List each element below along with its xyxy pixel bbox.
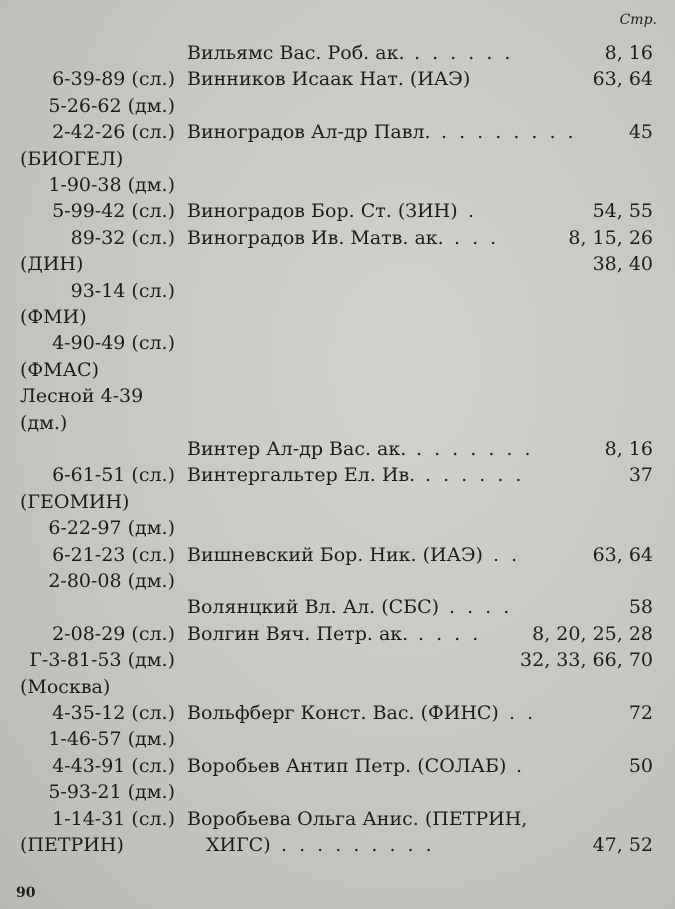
person-name: Воробьева Ольга Анис. (ПЕТРИН, — [187, 807, 528, 830]
person-name: Волгин Вяч. Петр. ак. — [187, 622, 409, 645]
index-line — [0, 357, 675, 383]
leader-dots: . . — [493, 543, 521, 566]
page-refs: 50 — [628, 754, 653, 777]
index-line — [0, 119, 675, 145]
leader-dots: . . . . . . . — [416, 438, 534, 460]
person-name: Вишневский Бор. Ник. (ИАЭ) — [187, 543, 483, 566]
phone-or-label: 4-90-49 (сл.) — [52, 332, 175, 355]
index-line — [0, 542, 675, 568]
leader-dots: . . . . . . — [414, 42, 514, 64]
phone-or-label: (ФМИ) — [20, 306, 87, 328]
index-line — [0, 330, 675, 356]
phone-or-label: 6-61-51 (сл.) — [52, 464, 175, 487]
leader-dots: . . . . . . — [425, 464, 525, 487]
index-line — [0, 462, 675, 488]
phone-or-label: 2-42-26 (сл.) — [52, 121, 175, 144]
index-line — [0, 251, 675, 277]
person-name: Вильямс Вас. Роб. ак. — [187, 42, 405, 64]
index-line — [0, 700, 675, 726]
phone-or-label: (БИОГЕЛ) — [20, 147, 124, 170]
index-line — [0, 146, 675, 172]
index-line — [0, 621, 675, 647]
index-line — [0, 832, 675, 858]
index-line — [0, 93, 675, 119]
phone-or-label: 6-39-89 (сл.) — [52, 68, 175, 91]
index-line — [0, 225, 675, 251]
page-refs: 63, 64 — [592, 68, 653, 91]
index-line — [0, 40, 675, 66]
person-name: Волянцкий Вл. Ал. (СБС) — [187, 596, 440, 619]
leader-dots: . . — [509, 702, 537, 724]
index-line — [0, 779, 675, 805]
index-line — [0, 647, 675, 673]
index-line — [0, 304, 675, 330]
phone-or-label: (дм.) — [20, 411, 68, 434]
person-name: Вольфберг Конст. Вас. (ФИНС) — [187, 702, 499, 724]
leader-dots: . . . . — [418, 622, 482, 645]
phone-or-label: 1-46-57 (дм.) — [48, 728, 175, 751]
leader-dots: . — [468, 200, 478, 223]
phone-or-label: 4-35-12 (сл.) — [52, 702, 175, 724]
page-number: 90 — [16, 885, 36, 901]
index-line — [0, 383, 675, 409]
page-refs: 8, 15, 26 — [568, 226, 653, 249]
leader-dots: . — [516, 754, 526, 777]
index-line — [0, 66, 675, 92]
phone-or-label: 6-22-97 (дм.) — [48, 517, 175, 540]
index-line — [0, 753, 675, 779]
person-name: Виноградов Ал-др Павл. — [187, 121, 431, 144]
person-name: Винников Исаак Нат. (ИАЭ) — [187, 68, 471, 91]
person-name: Виноградов Бор. Ст. (ЗИН) — [187, 200, 458, 223]
phone-or-label: (ФМАС) — [20, 358, 99, 381]
page-refs: 8, 20, 25, 28 — [532, 622, 653, 645]
page-refs: 38, 40 — [592, 253, 653, 276]
index-line — [0, 726, 675, 752]
leader-dots: . . . . — [449, 596, 513, 619]
index-line — [0, 515, 675, 541]
index-line — [0, 806, 675, 832]
index-line — [0, 278, 675, 304]
page-refs: 72 — [628, 702, 653, 724]
phone-or-label: 93-14 (сл.) — [70, 279, 175, 302]
phone-or-label: 6-21-23 (сл.) — [52, 543, 175, 566]
phone-or-label: Лесной 4-39 — [20, 385, 144, 408]
phone-or-label: 89-32 (сл.) — [70, 226, 175, 249]
page-refs: 63, 64 — [592, 543, 653, 566]
person-name: Виноградов Ив. Матв. ак. — [187, 226, 444, 249]
index-line — [0, 674, 675, 700]
phone-or-label: 1-90-38 (дм.) — [48, 174, 175, 196]
phone-or-label: Г-3-81-53 (дм.) — [29, 649, 175, 672]
person-name: Воробьев Антип Петр. (СОЛАБ) — [187, 754, 507, 777]
page-refs: 8, 16 — [604, 438, 653, 460]
phone-or-label: (ГЕОМИН) — [20, 490, 130, 513]
page-refs: 58 — [628, 596, 653, 619]
index-line — [0, 198, 675, 224]
page-refs: 47, 52 — [592, 834, 653, 856]
phone-or-label: 5-99-42 (сл.) — [52, 200, 175, 223]
page-refs: 32, 33, 66, 70 — [520, 649, 653, 672]
index-line — [0, 594, 675, 620]
page-refs: 54, 55 — [592, 200, 653, 223]
leader-dots: . . . — [454, 226, 500, 249]
index-line — [0, 410, 675, 436]
person-name: Винтергальтер Ел. Ив. — [187, 464, 416, 487]
page-refs: 8, 16 — [604, 42, 653, 64]
phone-or-label: (Москва) — [20, 675, 111, 698]
person-name: Винтер Ал-др Вас. ак. — [187, 438, 407, 460]
phone-or-label: 1-14-31 (сл.) — [52, 807, 175, 830]
leader-dots: . . . . . . . . — [441, 121, 577, 144]
phone-or-label: 2-08-29 (сл.) — [52, 622, 175, 645]
phone-or-label: 4-43-91 (сл.) — [52, 754, 175, 777]
index-line — [0, 172, 675, 198]
page-column-label: Стр. — [619, 12, 657, 28]
phone-or-label: (ПЕТРИН) — [20, 834, 124, 856]
index-line — [0, 568, 675, 594]
phone-or-label: 5-26-62 (дм.) — [48, 94, 175, 117]
leader-dots: . . . . . . . . . — [281, 834, 435, 856]
person-name: ХИГС) — [206, 834, 271, 856]
index-line — [0, 436, 675, 462]
phone-or-label: 2-80-08 (дм.) — [48, 570, 175, 592]
phone-or-label: (ДИН) — [20, 253, 84, 276]
index-line — [0, 489, 675, 515]
page-refs: 37 — [628, 464, 653, 487]
phone-or-label: 5-93-21 (дм.) — [48, 781, 175, 804]
page-refs: 45 — [628, 121, 653, 144]
